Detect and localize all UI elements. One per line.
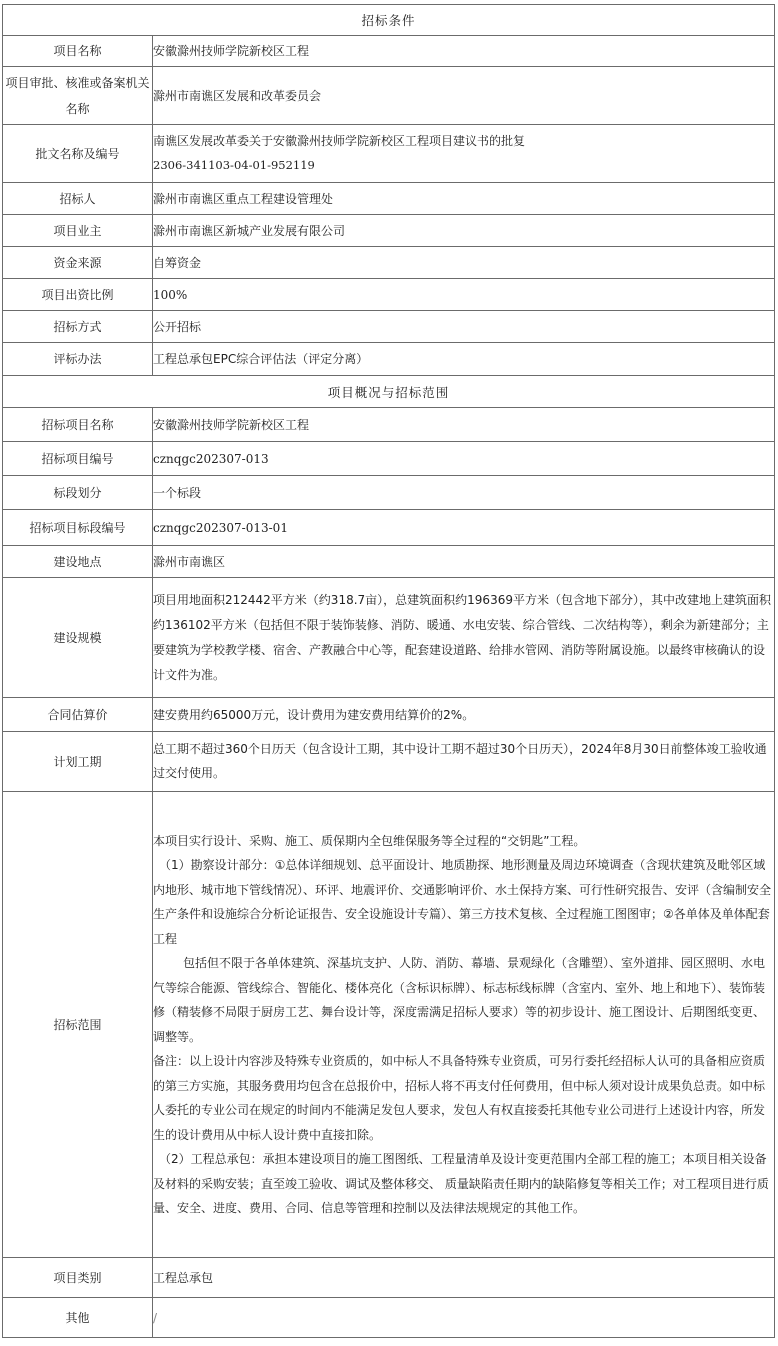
row-scale [3, 578, 775, 698]
row-project-name [3, 36, 775, 67]
value-location: 滁州市南谯区 [153, 546, 775, 578]
row-tender-project-name [3, 408, 775, 442]
section-title-overview: 项目概况与招标范围 [3, 376, 775, 408]
label-contract-price: 合同估算价 [3, 698, 153, 732]
value-funding: 自筹资金 [153, 247, 775, 279]
value-owner: 滁州市南谯区新城产业发展有限公司 [153, 215, 775, 247]
tender-table [2, 4, 775, 1338]
label-lots: 标段划分 [3, 476, 153, 510]
value-schedule: 总工期不超过360个日历天（包含设计工期，其中设计工期不超过30个日历天），2024年8月30日前整体竣工验收通过交付使用。 [153, 732, 775, 792]
scope-paragraph-4: 备注：以上设计内容涉及特殊专业资质的，如中标人不具备特殊专业资质，可另行委托经招标人认可的具备相应资质的第三方实施，其服务费用均包含在总报价中，招标人将不再支付任何费用，但中标人须对设计成果负总责。如中标人委托的专业公司在规定的时间内不能满足发包人要求，发包人有权直接委托其他专业公司进行上述设计内容，所发生的设计费用从中标人设计费中直接扣除。 [153, 1054, 766, 1142]
value-tender-project-no: cznqgc202307-013 [153, 442, 775, 476]
row-lots [3, 476, 775, 510]
row-location [3, 546, 775, 578]
row-funding-ratio [3, 279, 775, 311]
label-category: 项目类别 [3, 1258, 153, 1298]
row-tender-method [3, 311, 775, 343]
value-contract-price: 建安费用约65000万元，设计费用为建安费用结算价的2%。 [153, 698, 775, 732]
label-tenderer: 招标人 [3, 183, 153, 215]
label-scope: 招标范围 [3, 792, 153, 1258]
value-approval-doc [153, 125, 775, 183]
label-owner: 项目业主 [3, 215, 153, 247]
label-schedule: 计划工期 [3, 732, 153, 792]
approval-doc-title: 南谯区发展改革委关于安徽滁州技师学院新校区工程项目建议书的批复 [153, 134, 526, 148]
scope-paragraph-5: （2）工程总承包：承担本建设项目的施工图图纸、工程量清单及设计变更范围内全部工程的施工；本项目相关设备及材料的采购安装；直至竣工验收、调试及整体移交、 质量缺陷责任期内的缺陷修复等相关工作；对工程项目进行质量、安全、进度、费用、合同、信息等管理和控制以及法律法规规定的其他工作。 [153, 1152, 769, 1215]
row-approval-doc [3, 125, 775, 183]
row-lot-no [3, 510, 775, 546]
label-project-name: 项目名称 [3, 36, 153, 67]
row-evaluation [3, 343, 775, 376]
value-tenderer: 滁州市南谯区重点工程建设管理处 [153, 183, 775, 215]
row-funding [3, 247, 775, 279]
row-contract-price [3, 698, 775, 732]
label-other: 其他 [3, 1298, 153, 1338]
row-tenderer [3, 183, 775, 215]
row-category [3, 1258, 775, 1298]
row-owner [3, 215, 775, 247]
label-funding: 资金来源 [3, 247, 153, 279]
scope-paragraph-1: 本项目实行设计、采购、施工、质保期内全包维保服务等全过程的“交钥匙”工程。 [153, 833, 586, 848]
value-project-name: 安徽滁州技师学院新校区工程 [153, 36, 775, 67]
section-row-overview [3, 376, 775, 408]
value-other: / [153, 1298, 775, 1338]
value-approval-authority: 滁州市南谯区发展和改革委员会 [153, 67, 775, 125]
label-lot-no: 招标项目标段编号 [3, 510, 153, 546]
label-evaluation: 评标办法 [3, 343, 153, 376]
label-tender-method: 招标方式 [3, 311, 153, 343]
label-scale: 建设规模 [3, 578, 153, 698]
value-tender-project-name: 安徽滁州技师学院新校区工程 [153, 408, 775, 442]
scope-paragraph-3: 包括但不限于各单体建筑、深基坑支护、人防、消防、幕墙、景观绿化（含雕塑）、室外道排、园区照明、水电气等综合能源、管线综合、智能化、楼体亮化（含标识标牌）、标志标线标牌（含室内、室外、地上和地下）、装饰装修（精装修不局限于厨房工艺、舞台设计等，深度需满足招标人要求）等的初步设计、施工图设计、后期图纸变更、调整等。 [153, 956, 766, 1044]
scope-paragraph-2: （1）勘察设计部分：①总体详细规划、总平面设计、地质勘探、地形测量及周边环境调查（含现状建筑及毗邻区域内地形、城市地下管线情况）、环评、地震评价、交通影响评价、水土保持方案、可行性研究报告、安评（含编制安全生产条件和设施综合分析论证报告、安全设施设计专篇）、第三方技术复核、全过程施工图图审；②各单体及单体配套工程 [153, 858, 772, 946]
label-funding-ratio: 项目出资比例 [3, 279, 153, 311]
row-schedule [3, 732, 775, 792]
tender-document [2, 4, 774, 1338]
label-approval-authority: 项目审批、核准或备案机关名称 [3, 67, 153, 125]
value-scale: 项目用地面积212442平方米（约318.7亩），总建筑面积约196369平方米（包含地下部分），其中改建地上建筑面积约136102平方米（包括但不限于装饰装修、消防、暖通、水电安装、综合管线、二次结构等），剩余为新建部分；主要建筑为学校教学楼、宿舍、产教融合中心等，配套建设道路、给排水管网、消防等附属设施。以最终审核确认的设计文件为准。 [153, 578, 775, 698]
label-approval-doc: 批文名称及编号 [3, 125, 153, 183]
label-tender-project-name: 招标项目名称 [3, 408, 153, 442]
row-approval-authority [3, 67, 775, 125]
label-location: 建设地点 [3, 546, 153, 578]
row-tender-project-no [3, 442, 775, 476]
row-scope [3, 792, 775, 1258]
section-title-conditions: 招标条件 [3, 5, 775, 36]
value-tender-method: 公开招标 [153, 311, 775, 343]
label-tender-project-no: 招标项目编号 [3, 442, 153, 476]
value-lot-no: cznqgc202307-013-01 [153, 510, 775, 546]
value-funding-ratio: 100% [153, 279, 775, 311]
section-row-conditions [3, 5, 775, 36]
row-other [3, 1298, 775, 1338]
value-category: 工程总承包 [153, 1258, 775, 1298]
value-scope [153, 792, 775, 1258]
approval-doc-number: 2306-341103-04-01-952119 [153, 157, 315, 172]
value-evaluation: 工程总承包EPC综合评估法（评定分离） [153, 343, 775, 376]
value-lots: 一个标段 [153, 476, 775, 510]
